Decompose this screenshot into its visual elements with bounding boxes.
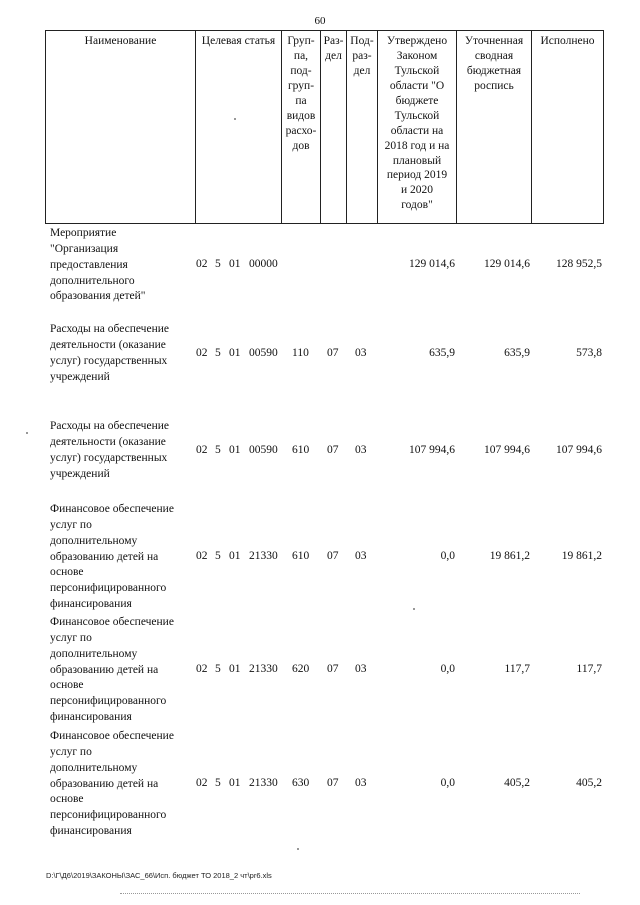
row-name: Финансовое обеспечение услуг по дополнительному образованию детей на основе персонифицированного финансирования bbox=[50, 616, 174, 724]
executed-value: 128 952,5 bbox=[556, 258, 602, 270]
subsection-value: 03 bbox=[355, 777, 367, 789]
scan-speck bbox=[297, 848, 299, 850]
header-refined: Уточненная сводная бюджетная роспись bbox=[457, 31, 532, 223]
refined-value: 107 994,6 bbox=[484, 444, 530, 456]
approved-value: 107 994,6 bbox=[409, 444, 455, 456]
section-value: 07 bbox=[327, 550, 339, 562]
executed-value: 117,7 bbox=[576, 663, 602, 675]
code-direction: 21330 bbox=[249, 777, 278, 789]
code-subprogram: 5 bbox=[215, 258, 221, 270]
section-value: 07 bbox=[327, 347, 339, 359]
code-event: 01 bbox=[229, 550, 241, 562]
expense-group-value: 610 bbox=[292, 550, 310, 562]
approved-value: 129 014,6 bbox=[409, 258, 455, 270]
code-program: 02 bbox=[196, 663, 208, 675]
row-name: Расходы на обеспечение деятельности (оказание услуг) государственных учреждений bbox=[50, 323, 169, 383]
expense-group-value: 110 bbox=[292, 347, 309, 359]
section-value: 07 bbox=[327, 663, 339, 675]
code-subprogram: 5 bbox=[215, 550, 221, 562]
row-name: Мероприятие "Организация предоставления дополнительного образования детей" bbox=[50, 227, 146, 303]
code-subprogram: 5 bbox=[215, 777, 221, 789]
scan-speck bbox=[234, 118, 236, 120]
scan-speck bbox=[413, 608, 415, 610]
scan-speck bbox=[26, 432, 28, 434]
executed-value: 405,2 bbox=[576, 777, 602, 789]
code-program: 02 bbox=[196, 777, 208, 789]
code-event: 01 bbox=[229, 258, 241, 270]
expense-group-value: 610 bbox=[292, 444, 310, 456]
code-program: 02 bbox=[196, 550, 208, 562]
code-direction: 00000 bbox=[249, 258, 278, 270]
code-program: 02 bbox=[196, 444, 208, 456]
subsection-value: 03 bbox=[355, 444, 367, 456]
approved-value: 635,9 bbox=[429, 347, 455, 359]
expense-group-value: 620 bbox=[292, 663, 310, 675]
refined-value: 117,7 bbox=[504, 663, 530, 675]
refined-value: 19 861,2 bbox=[489, 550, 530, 562]
subsection-value: 03 bbox=[355, 663, 367, 675]
subsection-value: 03 bbox=[355, 550, 367, 562]
header-bottom-border bbox=[45, 223, 604, 224]
code-direction: 21330 bbox=[249, 550, 278, 562]
section-value: 07 bbox=[327, 444, 339, 456]
code-subprogram: 5 bbox=[215, 444, 221, 456]
footer-file-path: D:\Г\Д6\2019\ЗАКОНЫ\ЗАС_66\Исп. бюджет ТО 2018_2 чт\pr6.xls bbox=[46, 871, 272, 880]
code-direction: 00590 bbox=[249, 444, 278, 456]
code-direction: 00590 bbox=[249, 347, 278, 359]
header-executed: Исполнено bbox=[532, 31, 604, 223]
header-expense-group: Груп- па, под- груп- па видов расхо- дов bbox=[282, 31, 321, 223]
row-name: Финансовое обеспечение услуг по дополнительному образованию детей на основе персонифицированного финансирования bbox=[50, 730, 174, 838]
approved-value: 0,0 bbox=[440, 777, 455, 789]
row-name: Расходы на обеспечение деятельности (оказание услуг) государственных учреждений bbox=[50, 420, 169, 480]
executed-value: 573,8 bbox=[576, 347, 602, 359]
refined-value: 405,2 bbox=[504, 777, 530, 789]
approved-value: 0,0 bbox=[440, 550, 455, 562]
code-event: 01 bbox=[229, 444, 241, 456]
code-direction: 21330 bbox=[249, 663, 278, 675]
header-name: Наименование bbox=[45, 31, 196, 223]
scan-artifact-line bbox=[120, 893, 580, 895]
header-target-article: Целевая статья bbox=[196, 31, 282, 223]
executed-value: 19 861,2 bbox=[561, 550, 602, 562]
code-event: 01 bbox=[229, 347, 241, 359]
row-name: Финансовое обеспечение услуг по дополнительному образованию детей на основе персонифицированного финансирования bbox=[50, 503, 174, 611]
refined-value: 635,9 bbox=[504, 347, 530, 359]
subsection-value: 03 bbox=[355, 347, 367, 359]
executed-value: 107 994,6 bbox=[556, 444, 602, 456]
section-value: 07 bbox=[327, 777, 339, 789]
code-subprogram: 5 bbox=[215, 347, 221, 359]
header-subsection: Под- раз- дел bbox=[347, 31, 378, 223]
page-number: 60 bbox=[314, 15, 326, 27]
code-event: 01 bbox=[229, 663, 241, 675]
refined-value: 129 014,6 bbox=[484, 258, 530, 270]
code-subprogram: 5 bbox=[215, 663, 221, 675]
code-event: 01 bbox=[229, 777, 241, 789]
header-approved: Утверждено Законом Тульской области "О бюджете Тульской области на 2018 год и на плановый период 2019 и 2020 годов" bbox=[378, 31, 457, 223]
code-program: 02 bbox=[196, 258, 208, 270]
expense-group-value: 630 bbox=[292, 777, 310, 789]
code-program: 02 bbox=[196, 347, 208, 359]
header-section: Раз- дел bbox=[321, 31, 347, 223]
approved-value: 0,0 bbox=[440, 663, 455, 675]
